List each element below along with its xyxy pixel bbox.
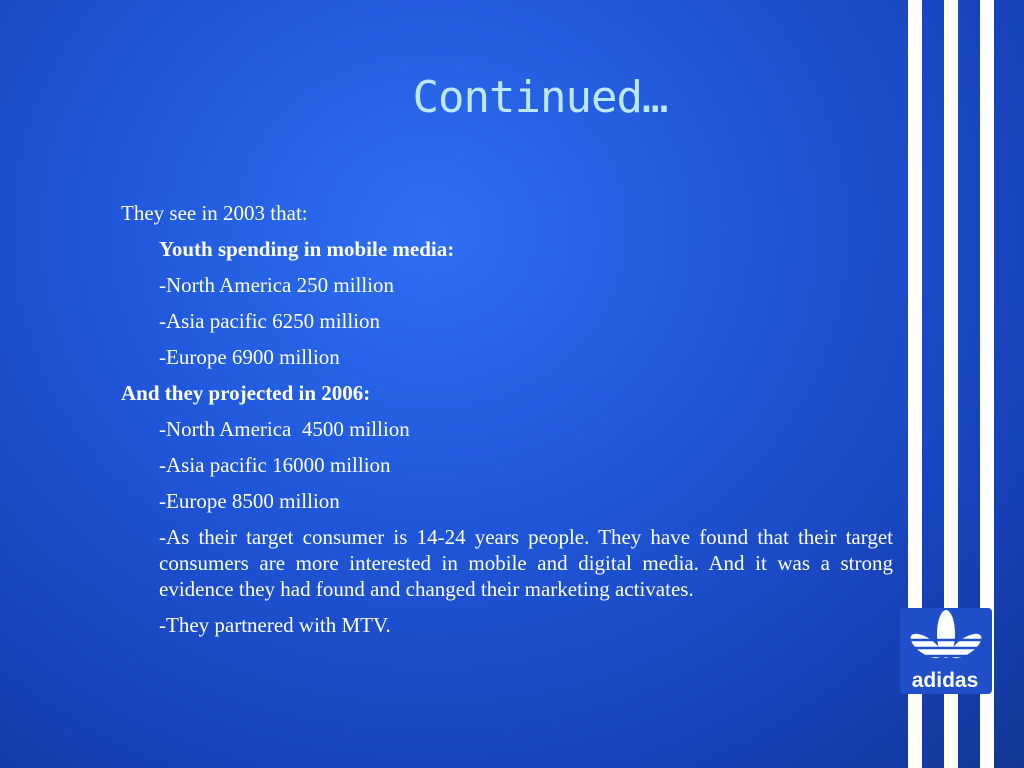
adidas-logo-text: adidas <box>911 669 979 692</box>
slide-title: Continued… <box>412 72 668 123</box>
body-line-asia-pacific-2006: -Asia pacific 16000 million <box>159 453 391 477</box>
body-line-asia-pacific-2003: -Asia pacific 6250 million <box>159 309 381 333</box>
adidas-trefoil-logo <box>900 608 992 694</box>
slide-body <box>121 200 893 648</box>
body-line-mtv-partnership: -They partnered with MTV. <box>159 613 391 637</box>
body-paragraph-target-consumer: -As their target consumer is 14-24 years people. They have found that their target consumers are more interested in mobile and digital media. And it was a strong evidence they had found and changed their marketing activates. <box>159 525 893 601</box>
body-line-projection-heading: And they projected in 2006: <box>121 381 371 405</box>
body-line-north-america-2003: -North America 250 million <box>159 273 395 297</box>
body-line-europe-2003: -Europe 6900 million <box>159 345 340 369</box>
body-line-youth-spending-heading: Youth spending in mobile media: <box>159 237 455 261</box>
body-line-intro-2003: They see in 2003 that: <box>121 201 308 225</box>
body-line-europe-2006: -Europe 8500 million <box>159 489 340 513</box>
body-line-north-america-2006: -North America 4500 million <box>159 417 410 441</box>
